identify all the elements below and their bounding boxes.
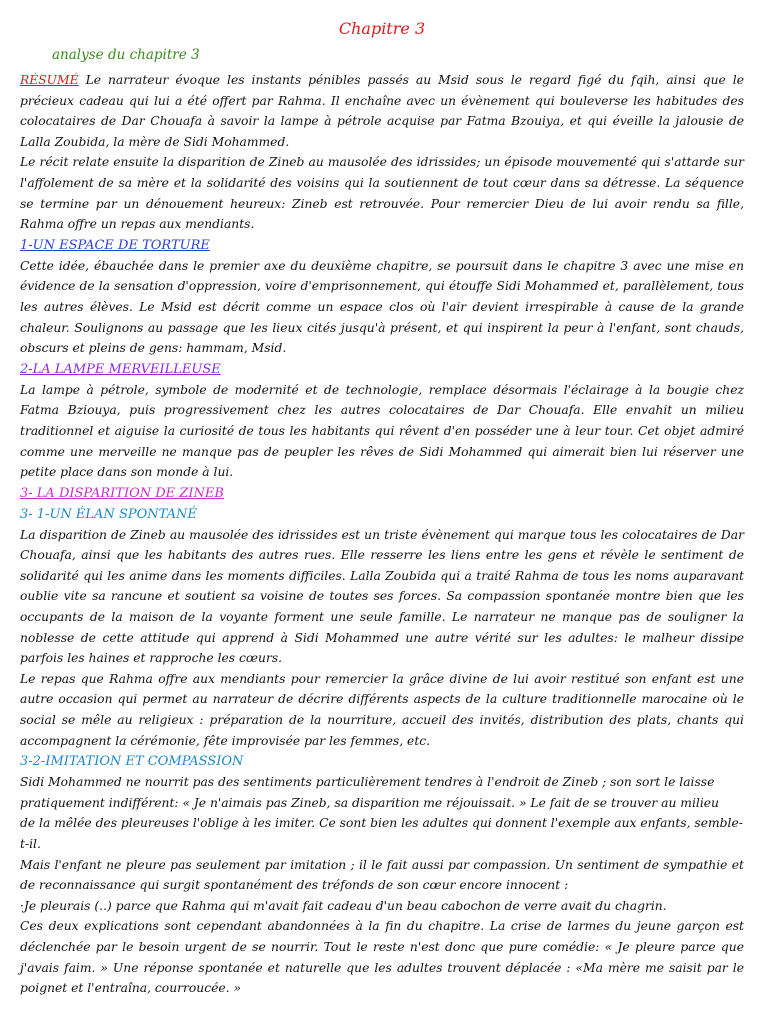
- subsection2-line-2: pratiquement indifférent: « Je n'aimais pas Zineb, sa disparition me réjouissait. » Le fait de se trouver au milieu: [20, 795, 719, 810]
- resume-paragraph-2: Le récit relate ensuite la disparition de Zineb au mausolée des idrissides; un épisode mouvementé qui s'attarde sur l'affolement de sa mère et la solidarité des voisins qui la soutiennent de tout cœur dans sa détresse. La séquence se termine par un dénouement heureux: Zineb est retrouvée. Pour remercier Dieu de lui avoir rendu sa fille, Rahma offre un repas aux mendiants.: [20, 155, 744, 232]
- subsection2-quote: ·Je pleurais (..) parce que Rahma qui m'avait fait cadeau d'un beau cabochon de verre avait du chagrin.: [20, 898, 667, 913]
- subsection1-paragraph-1: La disparition de Zineb au mausolée des idrissides est un triste évènement qui marque tous les colocataires de Dar Chouafa, ainsi que les habitants des autres rues. Elle resserre les liens entre les gens et révèle le sentiment de solidarité qui les anime dans les moments difficiles. Lalla Zoubida qui a traité Rahma de tous les noms auparavant oublie vite sa rancune et soutient sa voisine de toutes ses forces. Sa compassion spontanée montre bien que les occupants de la maison de la voyante forment une seule famille. Le narrateur ne manque pas de souligner la noblesse de cette attitude qui apprend à Sidi Mohammed une autre vérité sur les adultes: le malheur dissipe parfois les haines et rapproche les cœurs.: [20, 527, 744, 666]
- section-heading-espace-torture: 1-UN ESPACE DE TORTURE: [20, 237, 210, 253]
- subsection-heading-imitation: 3-2-IMITATION ET COMPASSION: [20, 754, 244, 770]
- section2-paragraph: La lampe à pétrole, symbole de modernité et de technologie, remplace désormais l'éclairage à la bougie chez Fatma Bziouya, puis progressivement chez les autres colocataires de Dar Chouafa. Elle envahit un milieu traditionnel et aiguise la curiosité de tous les habitants qui rêvent d'en posséder une à leur tour. Cet objet admiré comme une merveille ne manque pas de peupler les rêves de Sidi Mohammed qui aimerait bien lui réserver une petite place dans son monde à lui.: [20, 382, 744, 480]
- resume-paragraph-1: [20, 70, 744, 152]
- chapter-title: Chapitre 3: [338, 19, 426, 38]
- section1-paragraph: Cette idée, ébauchée dans le premier axe du deuxième chapitre, se poursuit dans le chapitre 3 avec une mise en évidence de la sensation d'oppression, voire d'emprisonnement, qui étouffe Sidi Mohammed et, parallèlement, tous les autres élèves. Le Msid est décrit comme un espace clos où l'air devient irrespirable à cause de la grande chaleur. Soulignons au passage que les lieux cités jusqu'à présent, et qui inspirent la peur à l'enfant, sont chauds, obscurs et pleins de gens: hammam, Msid.: [20, 258, 744, 356]
- resume-text-1: Le narrateur évoque les instants pénibles passés au Msid sous le regard figé du fqih, ainsi que le précieux cadeau qui lui a été offert par Rahma. Il enchaîne avec un évènement qui bouleverse les habitudes des colocataires de Dar Chouafa à savoir la lampe à pétrole acquise par Fatma Bzouiya, et qui éveille la jalousie de Lalla Zoubida, la mère de Sidi Mohammed.: [20, 73, 744, 149]
- section-heading-lampe: 2-LA LAMPE MERVEILLEUSE: [20, 361, 221, 377]
- subsection1-paragraph-2: Le repas que Rahma offre aux mendiants pour remercier la grâce divine de lui avoir restitué son enfant est une autre occasion qui permet au narrateur de décrire différents aspects de la culture traditionnelle marocaine où le social se mêle au religieux : préparation de la nourriture, accueil des invités, distribution des plats, chants qui accompagnent la cérémonie, fête improvisée par les femmes, etc.: [20, 671, 744, 748]
- subsection2-paragraph-3: Ces deux explications sont cependant abandonnées à la fin du chapitre. La crise de larmes du jeune garçon est déclenchée par le besoin urgent de se nourrir. Tout le reste n'est donc que pure comédie: « Je pleure parce que j'avais faim. » Une réponse spontanée et naturelle que les adultes trouvent déplacée : «Ma mère me saisit par le poignet et l'entraîna, courroucée. »: [20, 919, 744, 996]
- resume-label: RÉSUMÉ: [20, 73, 79, 87]
- subsection-heading-elan: 3- 1-UN ÉLAN SPONTANÉ: [20, 506, 197, 522]
- analysis-title: analyse du chapitre 3: [52, 47, 200, 63]
- subsection2-line-3: de la mêlée des pleureuses l'oblige à les imiter. Ce sont bien les adultes qui donnent l'exemple aux enfants, semble-t-il.: [20, 816, 743, 851]
- section-heading-disparition: 3- LA DISPARITION DE ZINEB: [20, 485, 224, 501]
- subsection2-line-1: Sidi Mohammed ne nourrit pas des sentiments particulièrement tendres à l'endroit de Zineb ; son sort le laisse: [20, 775, 715, 790]
- subsection2-paragraph-2: Mais l'enfant ne pleure pas seulement par imitation ; il le fait aussi par compassion. Un sentiment de sympathie et de reconnaissance qui surgit spontanément des tréfonds de son cœur encore innocent :: [20, 857, 744, 893]
